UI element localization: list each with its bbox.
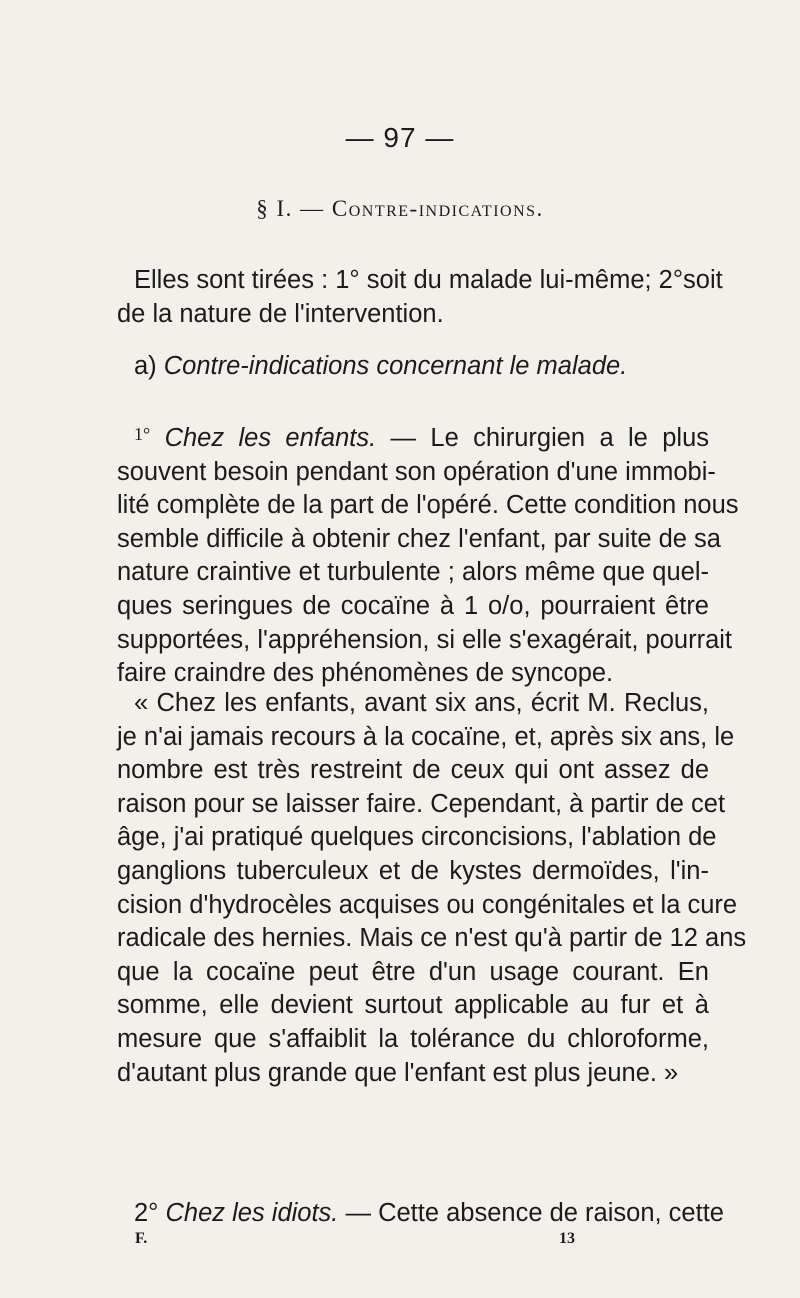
paragraph-enfants	[117, 418, 739, 691]
text-line: souvent besoin pendant son opération d'une immobi-	[117, 457, 716, 486]
text-line: je n'ai jamais recours à la cocaïne, et, après six ans, le	[117, 722, 735, 751]
text-line: ques seringues de cocaïne à 1 o/o, pourraient être	[117, 591, 709, 620]
text-line: nature craintive et turbulente ; alors même que quel-	[117, 558, 709, 587]
text-line	[117, 1197, 724, 1231]
subheading-title: Contre-indications concernant le malade.	[163, 352, 628, 380]
text-line: faire craindre des phénomènes de syncope.	[117, 659, 614, 688]
item-title: Chez les idiots.	[165, 1199, 339, 1227]
paragraph-intro	[117, 264, 723, 331]
item-title: Chez les enfants.	[164, 424, 377, 452]
text-line	[117, 418, 709, 456]
signature-letter: F.	[135, 1230, 148, 1247]
text-line: semble difficile à obtenir chez l'enfant, par suite de sa	[117, 524, 721, 553]
item-text: — Le chirurgien a le plus	[376, 424, 710, 452]
item-number: 2°	[134, 1199, 159, 1227]
text-line: mesure que s'affaiblit la tolérance du chloroforme,	[117, 1024, 709, 1053]
section-heading	[0, 196, 800, 222]
text-line: Elles sont tirées : 1° soit du malade lui-même; 2°soit	[134, 266, 723, 294]
text-line: radicale des hernies. Mais ce n'est qu'à partir de 12 ans	[117, 924, 747, 953]
item-number: 1°	[134, 424, 151, 444]
text-line: nombre est très restreint de ceux qui ont assez de	[117, 756, 709, 785]
section-mark: § I. —	[256, 196, 332, 221]
text-line: que la cocaïne peut être d'un usage courant. En	[117, 957, 709, 986]
paragraph-quotation	[117, 687, 747, 1090]
text-line: somme, elle devient surtout applicable au fur et à	[117, 991, 709, 1020]
text-line: lité complète de la part de l'opéré. Cette condition nous	[117, 491, 739, 520]
text-line: cision d'hydrocèles acquises ou congénitales et la cure	[117, 890, 738, 919]
text-line: « Chez les enfants, avant six ans, écrit M. Reclus,	[134, 689, 709, 717]
text-line: ganglions tuberculeux et de kystes dermoïdes, l'in-	[117, 856, 709, 885]
text-line: raison pour se laisser faire. Cependant, à partir de cet	[117, 789, 726, 818]
subheading-a	[117, 350, 709, 384]
text-line: âge, j'ai pratiqué quelques circoncisions, l'ablation de	[117, 823, 717, 852]
text-line: de la nature de l'intervention.	[117, 299, 444, 328]
subheading-prefix: a)	[134, 352, 164, 380]
text-line: supportées, l'appréhension, si elle s'exagérait, pourrait	[117, 625, 733, 654]
section-title: Contre-indications.	[331, 196, 544, 221]
text-line: d'autant plus grande que l'enfant est plus jeune. »	[117, 1058, 679, 1087]
subheading-line	[117, 350, 709, 384]
item-text: — Cette absence de raison, cette	[338, 1199, 724, 1227]
signature-number: 13	[559, 1230, 575, 1247]
paragraph-idiots	[117, 1197, 724, 1231]
page-number: — 97 —	[345, 122, 455, 153]
